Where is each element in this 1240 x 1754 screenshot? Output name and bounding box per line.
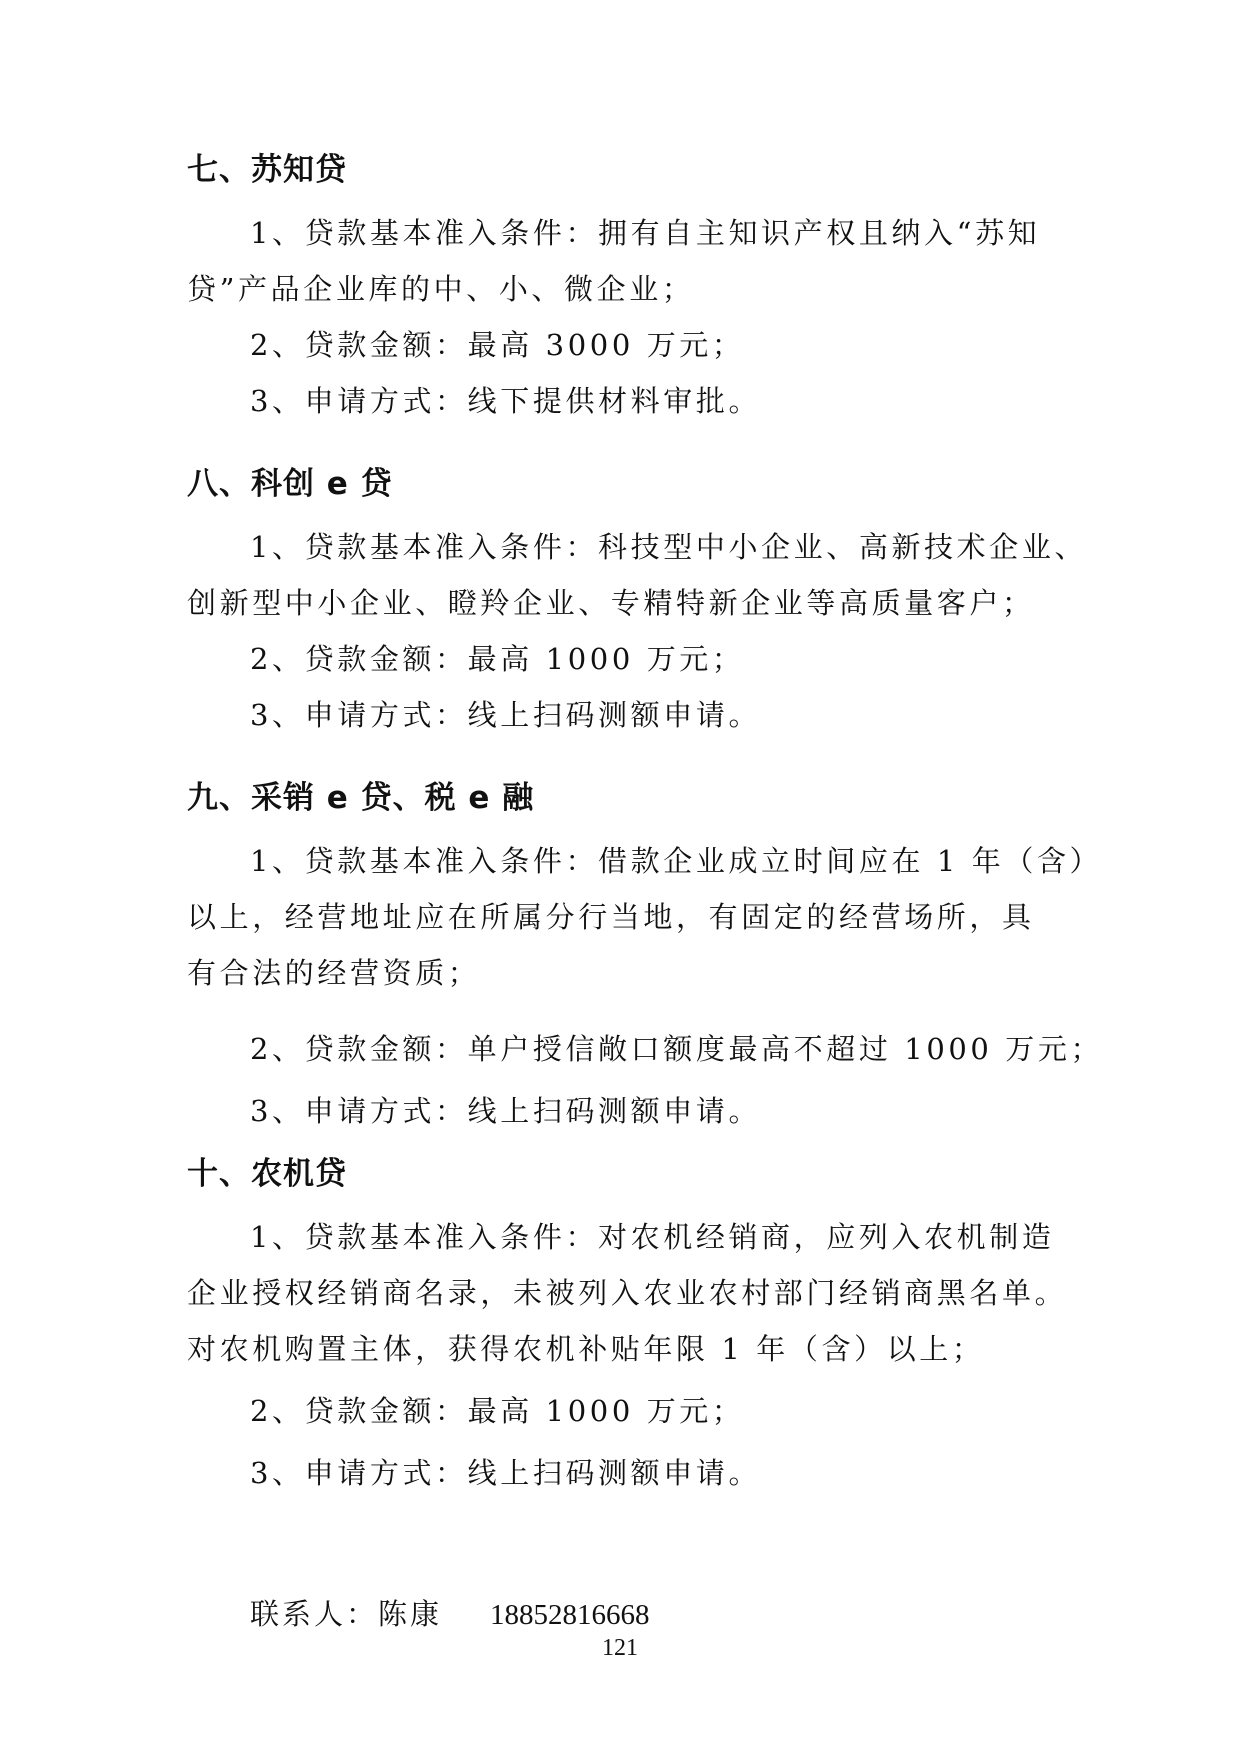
section-8-line-1: 1、贷款基本准入条件：科技型中小企业、高新技术企业、 — [250, 530, 1088, 564]
page-number: 121 — [602, 1635, 638, 1661]
section-heading-8: 八、科创 e 贷 — [187, 466, 393, 502]
section-9-line-5: 3、申请方式：线上扫码测额申请。 — [250, 1094, 762, 1128]
section-8-line-4: 3、申请方式：线上扫码测额申请。 — [250, 698, 762, 732]
section-heading-9: 九、采销 e 贷、税 e 融 — [187, 780, 535, 816]
section-10-line-5: 3、申请方式：线上扫码测额申请。 — [250, 1456, 762, 1490]
section-10-line-1: 1、贷款基本准入条件：对农机经销商，应列入农机制造 — [250, 1220, 1055, 1254]
section-10-line-2: 企业授权经销商名录，未被列入农业农村部门经销商黑名单。 — [187, 1276, 1068, 1310]
contact-phone: 18852816668 — [490, 1599, 650, 1631]
section-9-line-3: 有合法的经营资质； — [187, 956, 481, 990]
section-10-line-4: 2、贷款金额：最高 1000 万元； — [250, 1394, 745, 1428]
section-7-line-2: 贷”产品企业库的中、小、微企业； — [187, 272, 695, 306]
section-7-line-4: 3、申请方式：线下提供材料审批。 — [250, 384, 762, 418]
section-10-line-3: 对农机购置主体，获得农机补贴年限 1 年（含）以上； — [187, 1332, 985, 1366]
section-heading-10: 十、农机贷 — [187, 1156, 347, 1192]
section-9-line-2: 以上，经营地址应在所属分行当地，有固定的经营场所，具 — [187, 900, 1035, 934]
section-8-line-2: 创新型中小企业、瞪羚企业、专精特新企业等高质量客户； — [187, 586, 1035, 620]
section-heading-7: 七、苏知贷 — [187, 152, 347, 188]
section-9-line-1: 1、贷款基本准入条件：借款企业成立时间应在 1 年（含） — [250, 844, 1103, 878]
section-7-line-3: 2、贷款金额：最高 3000 万元； — [250, 328, 745, 362]
section-8-line-3: 2、贷款金额：最高 1000 万元； — [250, 642, 745, 676]
contact-label: 联系人：陈康 — [250, 1597, 443, 1631]
section-9-line-4: 2、贷款金额：单户授信敞口额度最高不超过 1000 万元； — [250, 1032, 1104, 1066]
section-7-line-1: 1、贷款基本准入条件：拥有自主知识产权且纳入“苏知 — [250, 216, 1041, 250]
contact-line — [250, 1594, 650, 1635]
